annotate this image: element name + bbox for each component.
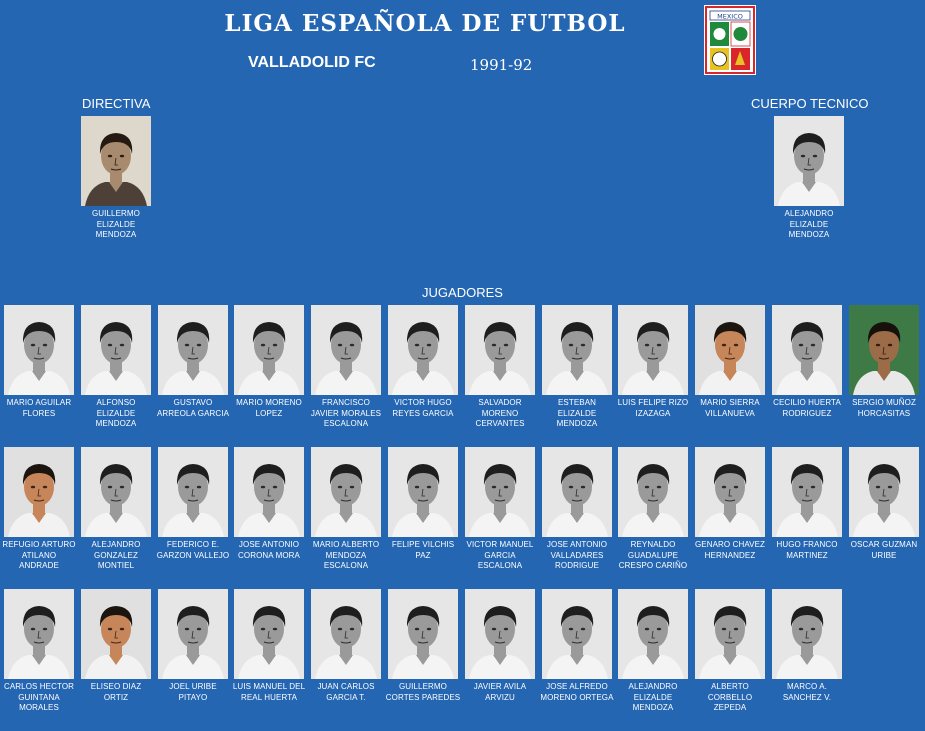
portrait-photo [849, 305, 919, 395]
portrait-photo [849, 447, 919, 537]
player-card [308, 589, 384, 703]
player-photo [618, 589, 688, 679]
cuerpo-tecnico-member-card [771, 116, 847, 241]
mexico-crest-icon [704, 5, 756, 75]
person-name: MARIO AGUILAR FLORES [6, 398, 72, 418]
person-name: GUSTAVO ARREOLA GARCIA [156, 398, 230, 418]
club-name: VALLADOLID FC [248, 54, 376, 71]
player-photo [158, 305, 228, 395]
person-name: GUILLERMO CORTES PAREDES [385, 682, 461, 702]
player-card [769, 305, 845, 419]
player-photo [158, 447, 228, 537]
player-photo [849, 305, 919, 395]
person-name: MARIO ALBERTO MENDOZA ESCALONA [312, 540, 380, 571]
person-name: JOSE ALFREDO MORENO ORTEGA [540, 682, 614, 702]
player-photo [4, 447, 74, 537]
portrait-photo [4, 447, 74, 537]
player-photo [4, 589, 74, 679]
person-name: JOSE ANTONIO VALLADARES RODRIGUE [546, 540, 608, 571]
portrait-photo [542, 447, 612, 537]
person-name: FEDERICO E. GARZON VALLEJO [156, 540, 230, 560]
portrait-photo [388, 589, 458, 679]
person-name: FELIPE VILCHIS PAZ [391, 540, 455, 560]
player-card [308, 305, 384, 430]
person-name: MARIO MORENO LOPEZ [236, 398, 302, 418]
portrait-photo [388, 447, 458, 537]
player-card [539, 589, 615, 703]
person-name: REFUGIO ARTURO ATILANO ANDRADE [2, 540, 76, 571]
player-card [78, 447, 154, 572]
player-photo [4, 305, 74, 395]
crest-text: MEXICO [717, 12, 743, 21]
player-photo [695, 447, 765, 537]
portrait-photo [772, 589, 842, 679]
player-card [1, 589, 77, 714]
player-card [615, 589, 691, 714]
player-card [692, 589, 768, 714]
player-card [385, 447, 461, 561]
player-photo [542, 305, 612, 395]
portrait-photo [4, 305, 74, 395]
player-photo [158, 589, 228, 679]
portrait-photo [4, 589, 74, 679]
player-card [155, 305, 231, 419]
person-name: JUAN CARLOS GARCIA T. [317, 682, 375, 702]
season-label: 1991-92 [470, 56, 533, 74]
person-name: MARIO SIERRA VILLANUEVA [700, 398, 760, 418]
portrait-photo [234, 589, 304, 679]
portrait-photo [311, 589, 381, 679]
portrait-photo [695, 305, 765, 395]
person-name: LUIS FELIPE RIZO IZAZAGA [617, 398, 689, 418]
player-card [769, 589, 845, 703]
player-photo [542, 447, 612, 537]
player-photo [774, 116, 844, 206]
person-name: LUIS MANUEL DEL REAL HUERTA [232, 682, 306, 702]
player-photo [234, 447, 304, 537]
portrait-photo [618, 447, 688, 537]
person-name: OSCAR GUZMAN URIBE [850, 540, 918, 560]
player-card [385, 589, 461, 703]
player-card [78, 305, 154, 430]
page-title: LIGA ESPAÑOLA DE FUTBOL [224, 10, 626, 37]
player-photo [465, 447, 535, 537]
person-name: HUGO FRANCO MARTINEZ [776, 540, 838, 560]
player-card [78, 589, 154, 703]
person-name: VICTOR MANUEL GARCIA ESCALONA [466, 540, 534, 571]
portrait-photo [234, 447, 304, 537]
portrait-photo [158, 589, 228, 679]
player-photo [772, 305, 842, 395]
person-name: ALEJANDRO ELIZALDE MENDOZA [628, 682, 678, 713]
player-card [846, 447, 922, 561]
person-name: SERGIO MUÑOZ HORCASITAS [852, 398, 916, 418]
portrait-photo [618, 589, 688, 679]
portrait-photo [774, 116, 844, 206]
portrait-photo [695, 447, 765, 537]
person-name: CARLOS HECTOR GUINTANA MORALES [3, 682, 75, 713]
player-photo [311, 305, 381, 395]
player-card [155, 589, 231, 703]
player-photo [81, 305, 151, 395]
player-card [539, 447, 615, 572]
section-directiva-heading: DIRECTIVA [82, 96, 151, 111]
player-photo [234, 305, 304, 395]
person-name: JOEL URIBE PITAYO [169, 682, 217, 702]
section-jugadores-heading: JUGADORES [422, 285, 503, 300]
person-name: REYNALDO GUADALUPE CRESPO CARIÑO [618, 540, 688, 571]
person-name: FRANCISCO JAVIER MORALES ESCALONA [310, 398, 382, 429]
portrait-photo [465, 589, 535, 679]
player-card [308, 447, 384, 572]
portrait-photo [81, 116, 151, 206]
portrait-photo [772, 305, 842, 395]
portrait-photo [311, 447, 381, 537]
portrait-photo [465, 305, 535, 395]
person-name: GENARO CHAVEZ HERNANDEZ [694, 540, 766, 560]
person-name: ELISEO DIAZ ORTIZ [90, 682, 142, 702]
player-card [846, 305, 922, 419]
player-photo [234, 589, 304, 679]
section-cuerpo-tecnico-heading: CUERPO TECNICO [751, 96, 869, 111]
portrait-photo [81, 305, 151, 395]
person-name: ALEJANDRO GONZALEZ MONTIEL [91, 540, 141, 571]
player-photo [695, 589, 765, 679]
player-photo [849, 447, 919, 537]
player-card [385, 305, 461, 419]
player-photo [388, 305, 458, 395]
person-name: ALFONSO ELIZALDE MENDOZA [95, 398, 137, 429]
player-photo [772, 447, 842, 537]
player-photo [465, 589, 535, 679]
person-name: ALBERTO CORBELLO ZEPEDA [707, 682, 753, 713]
player-photo [465, 305, 535, 395]
player-card [462, 305, 538, 430]
player-card [615, 305, 691, 419]
player-card [1, 447, 77, 572]
player-card [769, 447, 845, 561]
portrait-photo [772, 447, 842, 537]
portrait-photo [465, 447, 535, 537]
portrait-photo [311, 305, 381, 395]
player-card [615, 447, 691, 572]
player-card [231, 447, 307, 561]
player-photo [772, 589, 842, 679]
directiva-member-card [78, 116, 154, 241]
portrait-photo [695, 589, 765, 679]
player-photo [81, 589, 151, 679]
portrait-photo [158, 305, 228, 395]
portrait-photo [81, 447, 151, 537]
player-photo [388, 589, 458, 679]
player-photo [311, 589, 381, 679]
portrait-photo [542, 589, 612, 679]
player-card [231, 305, 307, 419]
player-card [539, 305, 615, 430]
person-name: GUILLERMO ELIZALDE MENDOZA [91, 209, 141, 240]
person-name: SALVADOR MORENO CERVANTES [475, 398, 525, 429]
player-photo [695, 305, 765, 395]
portrait-photo [158, 447, 228, 537]
player-card [231, 589, 307, 703]
player-photo [81, 116, 151, 206]
portrait-photo [81, 589, 151, 679]
person-name: JAVIER AVILA ARVIZU [473, 682, 527, 702]
portrait-photo [234, 305, 304, 395]
portrait-photo [388, 305, 458, 395]
player-photo [618, 305, 688, 395]
player-photo [618, 447, 688, 537]
person-name: ESTEBAN ELIZALDE MENDOZA [556, 398, 598, 429]
portrait-photo [542, 305, 612, 395]
player-card [155, 447, 231, 561]
player-photo [311, 447, 381, 537]
person-name: JOSE ANTONIO CORONA MORA [238, 540, 300, 560]
person-name: MARCO A. SANCHEZ V. [782, 682, 832, 702]
player-card [692, 305, 768, 419]
player-photo [542, 589, 612, 679]
person-name: ALEJANDRO ELIZALDE MENDOZA [784, 209, 834, 240]
person-name: CECILIO HUERTA RODRIGUEZ [773, 398, 841, 418]
person-name: VICTOR HUGO REYES GARCIA [392, 398, 454, 418]
player-card [692, 447, 768, 561]
player-card [1, 305, 77, 419]
player-card [462, 589, 538, 703]
portrait-photo [618, 305, 688, 395]
player-photo [81, 447, 151, 537]
player-photo [388, 447, 458, 537]
player-card [462, 447, 538, 572]
